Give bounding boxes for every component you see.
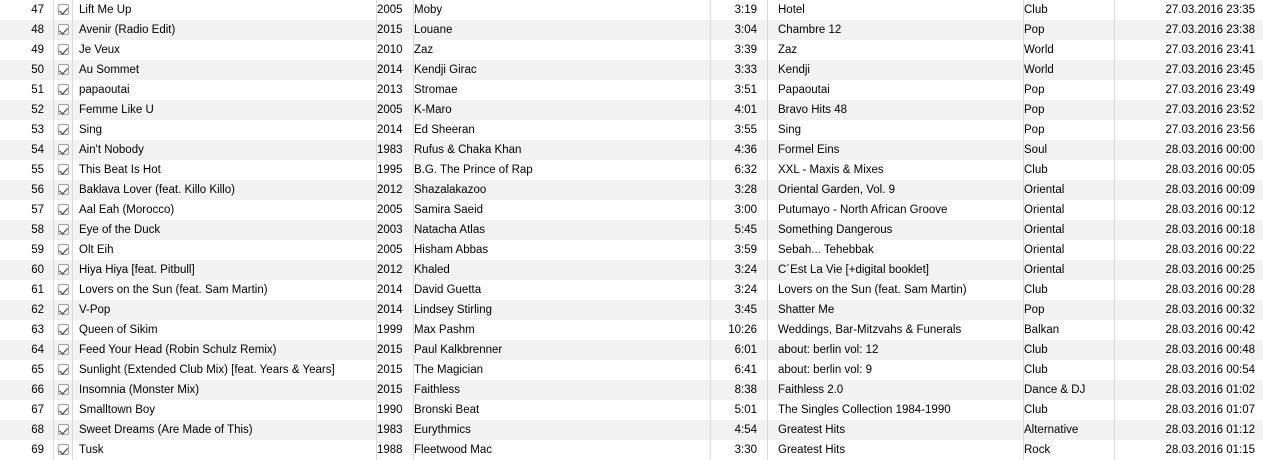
table-row[interactable]	[0, 420, 1263, 440]
track-number: 59	[0, 240, 54, 260]
checkmark-icon[interactable]	[58, 144, 69, 155]
table-row[interactable]	[0, 140, 1263, 160]
track-genre: Club	[1024, 340, 1115, 360]
track-name: Je Veux	[73, 40, 377, 60]
track-artist: Eurythmics	[414, 420, 711, 440]
track-time: 4:54	[711, 420, 768, 440]
track-number: 47	[0, 0, 54, 20]
track-time: 3:39	[711, 40, 768, 60]
table-row[interactable]	[0, 320, 1263, 340]
track-time: 4:01	[711, 100, 768, 120]
track-date-added: 28.03.2016 00:18	[1165, 224, 1255, 236]
checkmark-icon[interactable]	[58, 324, 69, 335]
track-album: Chambre 12	[768, 20, 1024, 40]
track-date-added: 27.03.2016 23:45	[1165, 64, 1255, 76]
track-date-added: 28.03.2016 00:00	[1165, 144, 1255, 156]
track-date-added: 28.03.2016 00:32	[1165, 304, 1255, 316]
track-number: 66	[0, 380, 54, 400]
table-row[interactable]	[0, 120, 1263, 140]
track-name: Tusk	[73, 440, 377, 460]
track-name: Lovers on the Sun (feat. Sam Martin)	[73, 280, 377, 300]
track-artist: Moby	[414, 0, 711, 20]
track-time: 3:33	[711, 60, 768, 80]
track-number: 61	[0, 280, 54, 300]
track-genre: Pop	[1024, 100, 1115, 120]
table-row[interactable]	[0, 240, 1263, 260]
track-name: Baklava Lover (feat. Killo Killo)	[73, 180, 377, 200]
track-name: Au Sommet	[73, 60, 377, 80]
checkmark-icon[interactable]	[58, 344, 69, 355]
track-name: Ain't Nobody	[73, 140, 377, 160]
track-genre: World	[1024, 60, 1115, 80]
checkmark-icon[interactable]	[58, 444, 69, 455]
track-name: This Beat Is Hot	[73, 160, 377, 180]
track-artist: Rufus & Chaka Khan	[414, 140, 711, 160]
track-genre: Oriental	[1024, 240, 1115, 260]
track-checkbox-cell[interactable]	[54, 280, 73, 300]
track-checkbox-cell[interactable]	[54, 60, 73, 80]
track-date-added: 28.03.2016 00:42	[1165, 324, 1255, 336]
checkmark-icon[interactable]	[58, 264, 69, 275]
track-time: 3:24	[711, 280, 768, 300]
track-number: 68	[0, 420, 54, 440]
track-album: Zaz	[768, 40, 1024, 60]
track-artist: Kendji Girac	[414, 60, 711, 80]
track-time: 3:24	[711, 260, 768, 280]
track-year: 1988	[377, 440, 414, 460]
checkmark-icon[interactable]	[58, 364, 69, 375]
track-year: 2014	[377, 120, 414, 140]
track-time: 8:38	[711, 380, 768, 400]
table-row[interactable]	[0, 100, 1263, 120]
track-number: 69	[0, 440, 54, 460]
track-name: Eye of the Duck	[73, 220, 377, 240]
track-year: 2005	[377, 100, 414, 120]
track-date-added: 28.03.2016 00:54	[1165, 364, 1255, 376]
track-year: 2015	[377, 20, 414, 40]
track-artist: Stromae	[414, 80, 711, 100]
track-genre: Dance & DJ	[1024, 380, 1115, 400]
track-year: 1990	[377, 400, 414, 420]
table-row[interactable]	[0, 80, 1263, 100]
track-year: 2015	[377, 360, 414, 380]
track-time: 6:32	[711, 160, 768, 180]
track-artist: Lindsey Stirling	[414, 300, 711, 320]
track-time: 3:04	[711, 20, 768, 40]
track-year: 2010	[377, 40, 414, 60]
track-time: 3:51	[711, 80, 768, 100]
track-year: 2013	[377, 80, 414, 100]
track-genre: Club	[1024, 160, 1115, 180]
track-name: Femme Like U	[73, 100, 377, 120]
track-year: 2015	[377, 380, 414, 400]
table-row[interactable]	[0, 200, 1263, 220]
track-date-added: 28.03.2016 00:12	[1165, 204, 1255, 216]
track-artist: David Guetta	[414, 280, 711, 300]
track-album: Hotel	[768, 0, 1024, 20]
track-artist: Samira Saeid	[414, 200, 711, 220]
track-number: 53	[0, 120, 54, 140]
table-row[interactable]	[0, 280, 1263, 300]
track-checkbox-cell[interactable]	[54, 120, 73, 140]
track-checkbox-cell[interactable]	[54, 100, 73, 120]
track-year: 2005	[377, 200, 414, 220]
track-name: Queen of Sikim	[73, 320, 377, 340]
track-album: Bravo Hits 48	[768, 100, 1024, 120]
track-date-added: 28.03.2016 00:28	[1165, 284, 1255, 296]
checkmark-icon[interactable]	[58, 284, 69, 295]
track-checkbox-cell[interactable]	[54, 360, 73, 380]
track-year: 1995	[377, 160, 414, 180]
track-genre: Oriental	[1024, 220, 1115, 240]
track-genre: Pop	[1024, 300, 1115, 320]
track-year: 2014	[377, 300, 414, 320]
track-date-added: 28.03.2016 00:05	[1165, 164, 1255, 176]
track-genre: Pop	[1024, 20, 1115, 40]
track-number: 48	[0, 20, 54, 40]
table-row[interactable]	[0, 0, 1263, 20]
track-checkbox-cell[interactable]	[54, 200, 73, 220]
track-name: Hiya Hiya [feat. Pitbull]	[73, 260, 377, 280]
track-date-added: 28.03.2016 00:09	[1165, 184, 1255, 196]
track-number: 52	[0, 100, 54, 120]
track-album: C´Est La Vie [+digital booklet]	[768, 260, 1024, 280]
track-name: V-Pop	[73, 300, 377, 320]
track-album: Formel Eins	[768, 140, 1024, 160]
track-time: 3:45	[711, 300, 768, 320]
track-genre: Club	[1024, 360, 1115, 380]
track-album: Greatest Hits	[768, 440, 1024, 460]
track-date-added: 27.03.2016 23:49	[1165, 84, 1255, 96]
track-year: 2012	[377, 260, 414, 280]
track-name: Avenir (Radio Edit)	[73, 20, 377, 40]
track-date-added: 27.03.2016 23:35	[1165, 4, 1255, 16]
track-artist: Paul Kalkbrenner	[414, 340, 711, 360]
track-album: Shatter Me	[768, 300, 1024, 320]
track-genre: Oriental	[1024, 180, 1115, 200]
track-time: 3:30	[711, 440, 768, 460]
track-genre: Club	[1024, 400, 1115, 420]
track-date-added: 28.03.2016 00:25	[1165, 264, 1255, 276]
track-name: Sweet Dreams (Are Made of This)	[73, 420, 377, 440]
track-album: Papaoutai	[768, 80, 1024, 100]
track-date-added: 28.03.2016 01:15	[1165, 444, 1255, 456]
track-time: 3:00	[711, 200, 768, 220]
track-album: Weddings, Bar-Mitzvahs & Funerals	[768, 320, 1024, 340]
track-album: about: berlin vol: 9	[768, 360, 1024, 380]
track-name: Olt Eih	[73, 240, 377, 260]
track-checkbox-cell[interactable]	[54, 160, 73, 180]
track-number: 62	[0, 300, 54, 320]
table-row[interactable]	[0, 360, 1263, 380]
track-album: Something Dangerous	[768, 220, 1024, 240]
track-album: Greatest Hits	[768, 420, 1024, 440]
track-checkbox-cell[interactable]	[54, 0, 73, 20]
table-row[interactable]	[0, 440, 1263, 460]
checkmark-icon[interactable]	[58, 184, 69, 195]
track-checkbox-cell[interactable]	[54, 380, 73, 400]
track-artist: Ed Sheeran	[414, 120, 711, 140]
track-number: 49	[0, 40, 54, 60]
checkmark-icon[interactable]	[58, 44, 69, 55]
track-time: 10:26	[711, 320, 768, 340]
track-name: Sunlight (Extended Club Mix) [feat. Years & Years]	[73, 360, 377, 380]
track-checkbox-cell[interactable]	[54, 340, 73, 360]
track-date-added: 27.03.2016 23:41	[1165, 44, 1255, 56]
track-year: 1983	[377, 140, 414, 160]
track-number: 56	[0, 180, 54, 200]
checkmark-icon[interactable]	[58, 304, 69, 315]
track-checkbox-cell[interactable]	[54, 220, 73, 240]
track-artist: Faithless	[414, 380, 711, 400]
checkmark-icon[interactable]	[58, 84, 69, 95]
track-date-added: 28.03.2016 01:02	[1165, 384, 1255, 396]
track-date-added: 27.03.2016 23:52	[1165, 104, 1255, 116]
track-album: Lovers on the Sun (feat. Sam Martin)	[768, 280, 1024, 300]
track-date-added: 27.03.2016 23:56	[1165, 124, 1255, 136]
track-name: Smalltown Boy	[73, 400, 377, 420]
track-name: Sing	[73, 120, 377, 140]
track-genre: Soul	[1024, 140, 1115, 160]
track-date-added: 28.03.2016 00:48	[1165, 344, 1255, 356]
track-year: 2005	[377, 0, 414, 20]
track-checkbox-cell[interactable]	[54, 440, 73, 460]
table-row[interactable]	[0, 40, 1263, 60]
table-row[interactable]	[0, 400, 1263, 420]
track-name: Feed Your Head (Robin Schulz Remix)	[73, 340, 377, 360]
track-number: 58	[0, 220, 54, 240]
track-artist: The Magician	[414, 360, 711, 380]
track-album: Putumayo - North African Groove	[768, 200, 1024, 220]
track-genre: Pop	[1024, 120, 1115, 140]
track-time: 6:41	[711, 360, 768, 380]
table-row[interactable]	[0, 380, 1263, 400]
track-date-added: 28.03.2016 01:12	[1165, 424, 1255, 436]
track-album: The Singles Collection 1984-1990	[768, 400, 1024, 420]
track-artist: B.G. The Prince of Rap	[414, 160, 711, 180]
track-album: Oriental Garden, Vol. 9	[768, 180, 1024, 200]
checkmark-icon[interactable]	[58, 124, 69, 135]
table-row[interactable]	[0, 20, 1263, 40]
track-checkbox-cell[interactable]	[54, 320, 73, 340]
track-time: 3:19	[711, 0, 768, 20]
track-number: 50	[0, 60, 54, 80]
track-checkbox-cell[interactable]	[54, 400, 73, 420]
track-year: 1999	[377, 320, 414, 340]
track-year: 1983	[377, 420, 414, 440]
checkmark-icon[interactable]	[58, 64, 69, 75]
track-number: 54	[0, 140, 54, 160]
track-album: Faithless 2.0	[768, 380, 1024, 400]
track-year: 2014	[377, 280, 414, 300]
track-artist: Hisham Abbas	[414, 240, 711, 260]
track-genre: Oriental	[1024, 200, 1115, 220]
track-time: 5:45	[711, 220, 768, 240]
table-row[interactable]	[0, 180, 1263, 200]
track-time: 6:01	[711, 340, 768, 360]
track-number: 67	[0, 400, 54, 420]
track-date-added: 28.03.2016 01:07	[1165, 404, 1255, 416]
track-date-added: 28.03.2016 00:22	[1165, 244, 1255, 256]
table-row[interactable]	[0, 300, 1263, 320]
track-name: Lift Me Up	[73, 0, 377, 20]
track-checkbox-cell[interactable]	[54, 260, 73, 280]
table-row[interactable]	[0, 60, 1263, 80]
checkmark-icon[interactable]	[58, 204, 69, 215]
track-artist: Max Pashm	[414, 320, 711, 340]
checkmark-icon[interactable]	[58, 404, 69, 415]
track-number: 55	[0, 160, 54, 180]
track-number: 60	[0, 260, 54, 280]
track-genre: Alternative	[1024, 420, 1115, 440]
track-artist: K-Maro	[414, 100, 711, 120]
checkmark-icon[interactable]	[58, 104, 69, 115]
track-checkbox-cell[interactable]	[54, 140, 73, 160]
track-time: 3:59	[711, 240, 768, 260]
track-checkbox-cell[interactable]	[54, 240, 73, 260]
checkmark-icon[interactable]	[58, 424, 69, 435]
track-album: Sebah... Tehebbak	[768, 240, 1024, 260]
track-time: 4:36	[711, 140, 768, 160]
track-genre: Rock	[1024, 440, 1115, 460]
track-time: 3:55	[711, 120, 768, 140]
track-year: 2003	[377, 220, 414, 240]
track-artist: Bronski Beat	[414, 400, 711, 420]
track-genre: Club	[1024, 280, 1115, 300]
table-row[interactable]	[0, 260, 1263, 280]
track-artist: Khaled	[414, 260, 711, 280]
track-year: 2012	[377, 180, 414, 200]
checkmark-icon[interactable]	[58, 4, 69, 15]
track-album: about: berlin vol: 12	[768, 340, 1024, 360]
track-genre: Oriental	[1024, 260, 1115, 280]
table-row[interactable]	[0, 340, 1263, 360]
track-number: 51	[0, 80, 54, 100]
track-year: 2015	[377, 340, 414, 360]
track-genre: Pop	[1024, 80, 1115, 100]
track-album: Kendji	[768, 60, 1024, 80]
track-number: 63	[0, 320, 54, 340]
track-name: Insomnia (Monster Mix)	[73, 380, 377, 400]
track-artist: Fleetwood Mac	[414, 440, 711, 460]
track-number: 64	[0, 340, 54, 360]
track-album: XXL - Maxis & Mixes	[768, 160, 1024, 180]
track-artist: Natacha Atlas	[414, 220, 711, 240]
track-year: 2014	[377, 60, 414, 80]
track-checkbox-cell[interactable]	[54, 20, 73, 40]
track-genre: Club	[1024, 0, 1115, 20]
track-name: Aal Eah (Morocco)	[73, 200, 377, 220]
track-time: 3:28	[711, 180, 768, 200]
track-checkbox-cell[interactable]	[54, 180, 73, 200]
track-artist: Louane	[414, 20, 711, 40]
track-date-added: 27.03.2016 23:38	[1165, 24, 1255, 36]
track-checkbox-cell[interactable]	[54, 300, 73, 320]
track-artist: Shazalakazoo	[414, 180, 711, 200]
checkmark-icon[interactable]	[58, 224, 69, 235]
checkmark-icon[interactable]	[58, 24, 69, 35]
checkmark-icon[interactable]	[58, 244, 69, 255]
track-album: Sing	[768, 120, 1024, 140]
track-year: 2005	[377, 240, 414, 260]
table-row[interactable]	[0, 160, 1263, 180]
track-name: papaoutai	[73, 80, 377, 100]
track-number: 57	[0, 200, 54, 220]
track-time: 5:01	[711, 400, 768, 420]
track-checkbox-cell[interactable]	[54, 420, 73, 440]
table-row[interactable]	[0, 220, 1263, 240]
track-genre: Balkan	[1024, 320, 1115, 340]
track-checkbox-cell[interactable]	[54, 40, 73, 60]
checkmark-icon[interactable]	[58, 164, 69, 175]
track-artist: Zaz	[414, 40, 711, 60]
track-number: 65	[0, 360, 54, 380]
track-checkbox-cell[interactable]	[54, 80, 73, 100]
checkmark-icon[interactable]	[58, 384, 69, 395]
track-genre: World	[1024, 40, 1115, 60]
